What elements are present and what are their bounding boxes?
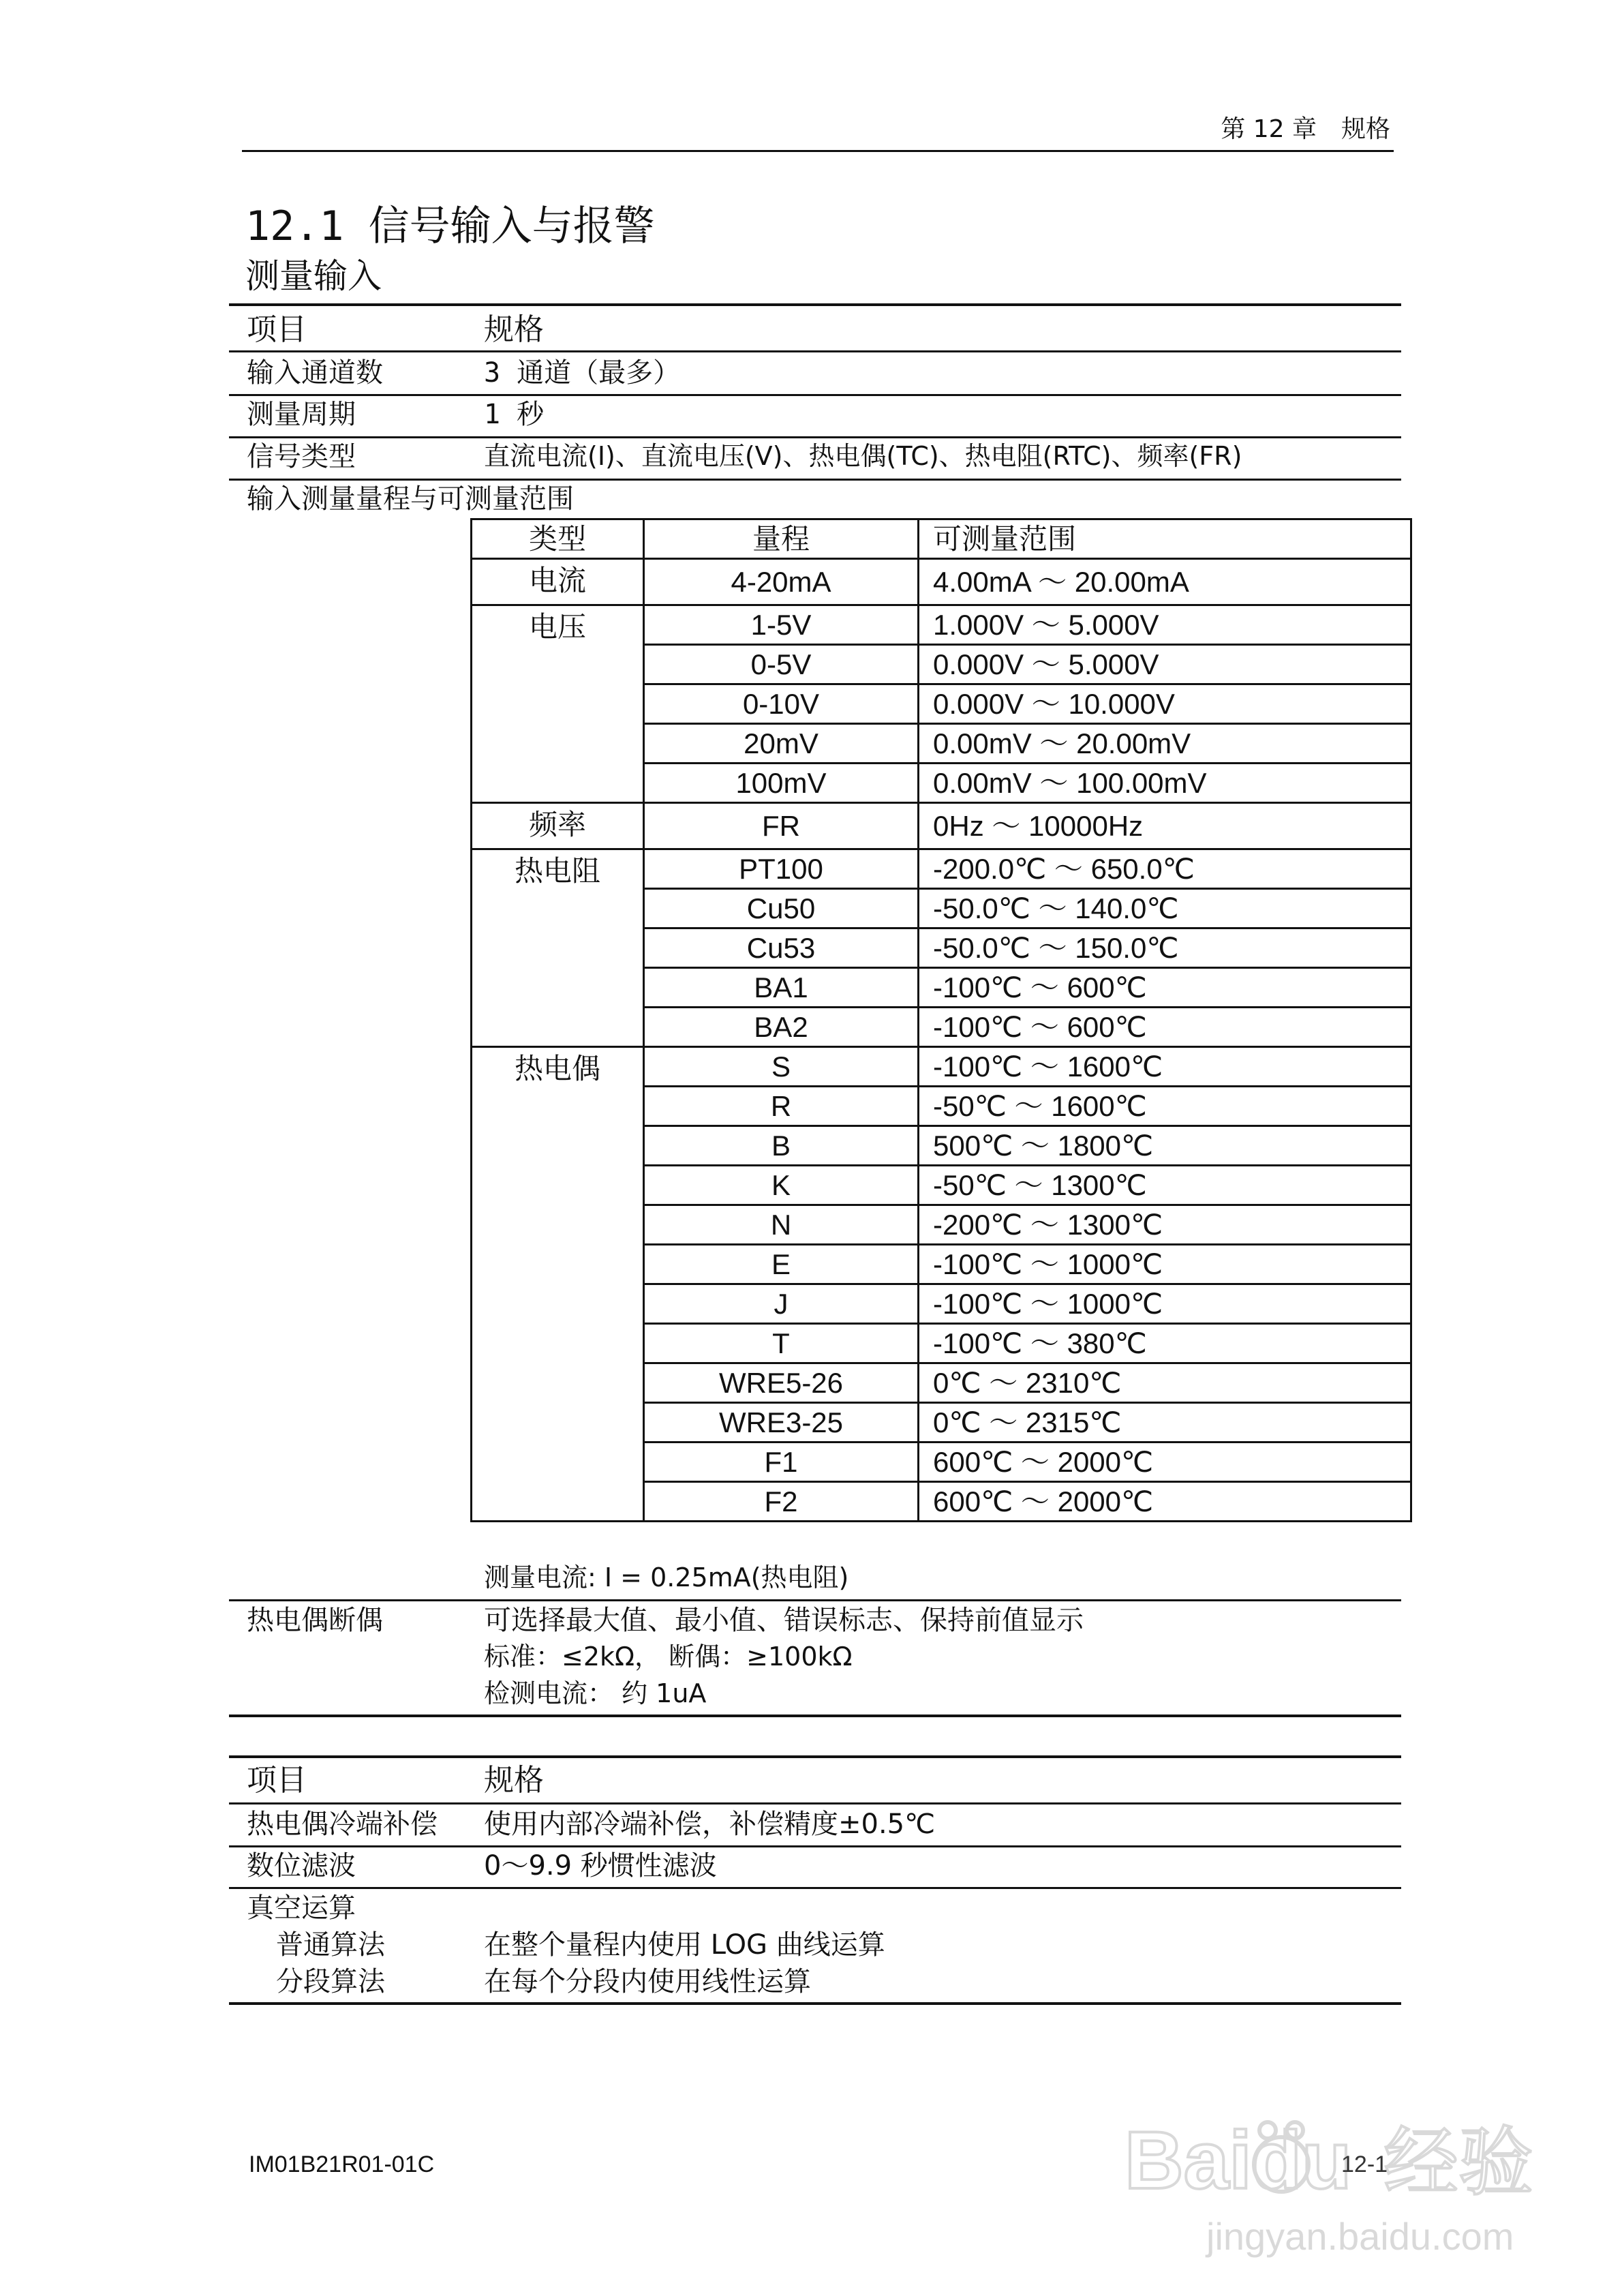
burnout-line: 标准：≤2kΩ， 断偶：≥100kΩ (484, 1642, 853, 1672)
spec-row-value: 使用内部冷端补偿，补偿精度±0.5℃ (484, 1809, 936, 1840)
row-rule (229, 1887, 1401, 1889)
watermark-cn: 经验 (1383, 2119, 1533, 2206)
measurable-cell: 0℃ ～ 2310℃ (919, 1363, 1411, 1403)
type-cell: 热电阻 (472, 849, 644, 1047)
measurable-cell: -50℃ ～ 1600℃ (919, 1087, 1411, 1126)
range-cell: PT100 (644, 849, 919, 889)
spec-table-bottom-rule (229, 1715, 1401, 1717)
spec-table-bottom-rule (229, 2002, 1401, 2005)
measurable-cell: 0.00mV ～ 20.00mV (919, 724, 1411, 764)
spec-row-label: 数位滤波 (247, 1850, 356, 1882)
baidu-jingyan-watermark (1124, 2100, 1547, 2277)
range-cell: 0-10V (644, 684, 919, 724)
measurable-cell: 4.00mA ～ 20.00mA (919, 559, 1411, 605)
range-cell: WRE5-26 (644, 1363, 919, 1403)
range-cell: BA1 (644, 968, 919, 1008)
spec-row-value: 3 通道（最多） (484, 357, 681, 389)
range-cell: 20mV (644, 724, 919, 764)
row-rule (229, 436, 1401, 438)
header-type: 类型 (472, 519, 644, 559)
range-cell: BA2 (644, 1008, 919, 1047)
table-row (472, 803, 1411, 849)
range-table (470, 518, 1412, 1522)
measurable-cell: -50.0℃ ～ 150.0℃ (919, 928, 1411, 968)
measurable-cell: -100℃ ～ 600℃ (919, 1008, 1411, 1047)
range-cell: 1-5V (644, 605, 919, 645)
header-measurable: 可测量范围 (919, 519, 1411, 559)
spec-table-header-rule (229, 350, 1401, 352)
row-rule (229, 394, 1401, 396)
measurable-cell: 0Hz ～ 10000Hz (919, 803, 1411, 849)
type-cell: 电压 (472, 605, 644, 803)
header-rule (242, 150, 1394, 152)
range-cell: T (644, 1324, 919, 1363)
spec-row-value: 1 秒 (484, 399, 545, 430)
table-row (472, 559, 1411, 605)
measurement-current-note: 测量电流: I = 0.25mA(热电阻) (484, 1562, 849, 1592)
measurable-cell: -50℃ ～ 1300℃ (919, 1166, 1411, 1205)
measurable-cell: 0.00mV ～ 100.00mV (919, 764, 1411, 803)
measurable-cell: 600℃ ～ 2000℃ (919, 1442, 1411, 1482)
range-cell: Cu50 (644, 889, 919, 928)
range-cell: E (644, 1245, 919, 1284)
vacuum-item-label: 普通算法 (276, 1929, 385, 1961)
burnout-label: 热电偶断偶 (247, 1605, 383, 1636)
measurable-cell: 600℃ ～ 2000℃ (919, 1482, 1411, 1522)
row-rule (229, 479, 1401, 481)
subsection-title: 测量输入 (245, 256, 382, 296)
spec-row-label: 输入通道数 (247, 357, 383, 389)
vacuum-label: 真空运算 (247, 1892, 356, 1924)
header-range: 量程 (644, 519, 919, 559)
row-rule (229, 1845, 1401, 1847)
col-spec-header: 规格 (484, 312, 544, 347)
range-cell: Cu53 (644, 928, 919, 968)
measurable-cell: -100℃ ～ 1000℃ (919, 1284, 1411, 1324)
measurable-cell: -200℃ ～ 1300℃ (919, 1205, 1411, 1245)
chapter-header: 第 12 章 规格 (1221, 115, 1390, 143)
range-cell: FR (644, 803, 919, 849)
spec-table-top-rule (229, 1755, 1401, 1758)
measurable-cell: -200.0℃ ～ 650.0℃ (919, 849, 1411, 889)
watermark-url: jingyan.baidu.com (1206, 2215, 1514, 2258)
measurable-cell: -100℃ ～ 600℃ (919, 968, 1411, 1008)
col-spec-header: 规格 (484, 1763, 544, 1798)
spec-table-top-rule (229, 303, 1401, 306)
measurable-cell: -100℃ ～ 1600℃ (919, 1047, 1411, 1087)
range-cell: F1 (644, 1442, 919, 1482)
spec-table-header-rule (229, 1802, 1401, 1804)
table-row (472, 605, 1411, 645)
col-item-header: 项目 (247, 312, 307, 347)
spec-row-label: 测量周期 (247, 399, 356, 430)
type-cell: 热电偶 (472, 1047, 644, 1522)
document-id: IM01B21R01-01C (249, 2151, 435, 2177)
range-cell: WRE3-25 (644, 1403, 919, 1442)
spec-row-value: 0～9.9 秒惯性滤波 (484, 1850, 717, 1882)
range-cell: N (644, 1205, 919, 1245)
spec-row-label: 信号类型 (247, 441, 356, 472)
vacuum-item-value: 在整个量程内使用 LOG 曲线运算 (484, 1929, 885, 1961)
measurable-cell: 0℃ ～ 2315℃ (919, 1403, 1411, 1442)
measurable-cell: 0.000V ～ 10.000V (919, 684, 1411, 724)
type-cell: 频率 (472, 803, 644, 849)
measurable-cell: 500℃ ～ 1800℃ (919, 1126, 1411, 1166)
spec-row-value: 直流电流(I)、直流电压(V)、热电偶(TC)、热电阻(RTC)、频率(FR) (484, 441, 1242, 471)
table-row (472, 849, 1411, 889)
section-title: 12.1 信号输入与报警 (245, 202, 655, 250)
measurable-cell: 0.000V ～ 5.000V (919, 645, 1411, 684)
range-caption: 输入测量量程与可测量范围 (247, 483, 574, 515)
table-row (472, 1047, 1411, 1087)
range-cell: 4-20mA (644, 559, 919, 605)
burnout-line: 检测电流： 约 1uA (484, 1678, 707, 1708)
page-number: 12-1 (1341, 2151, 1388, 2177)
range-cell: K (644, 1166, 919, 1205)
burnout-line: 可选择最大值、最小值、错误标志、保持前值显示 (484, 1605, 1084, 1636)
col-item-header: 项目 (247, 1763, 307, 1798)
range-cell: B (644, 1126, 919, 1166)
range-cell: 100mV (644, 764, 919, 803)
range-table-header-row (472, 519, 1411, 559)
range-cell: R (644, 1087, 919, 1126)
range-cell: 0-5V (644, 645, 919, 684)
row-rule (229, 1599, 1401, 1601)
range-cell: S (644, 1047, 919, 1087)
measurable-cell: -100℃ ～ 1000℃ (919, 1245, 1411, 1284)
range-cell: F2 (644, 1482, 919, 1522)
watermark-brand: Baidu (1124, 2115, 1352, 2206)
measurable-cell: 1.000V ～ 5.000V (919, 605, 1411, 645)
measurable-cell: -100℃ ～ 380℃ (919, 1324, 1411, 1363)
spec-row-label: 热电偶冷端补偿 (247, 1809, 438, 1840)
type-cell: 电流 (472, 559, 644, 605)
measurable-cell: -50.0℃ ～ 140.0℃ (919, 889, 1411, 928)
vacuum-item-label: 分段算法 (276, 1966, 385, 1997)
range-cell: J (644, 1284, 919, 1324)
vacuum-item-value: 在每个分段内使用线性运算 (484, 1966, 811, 1997)
